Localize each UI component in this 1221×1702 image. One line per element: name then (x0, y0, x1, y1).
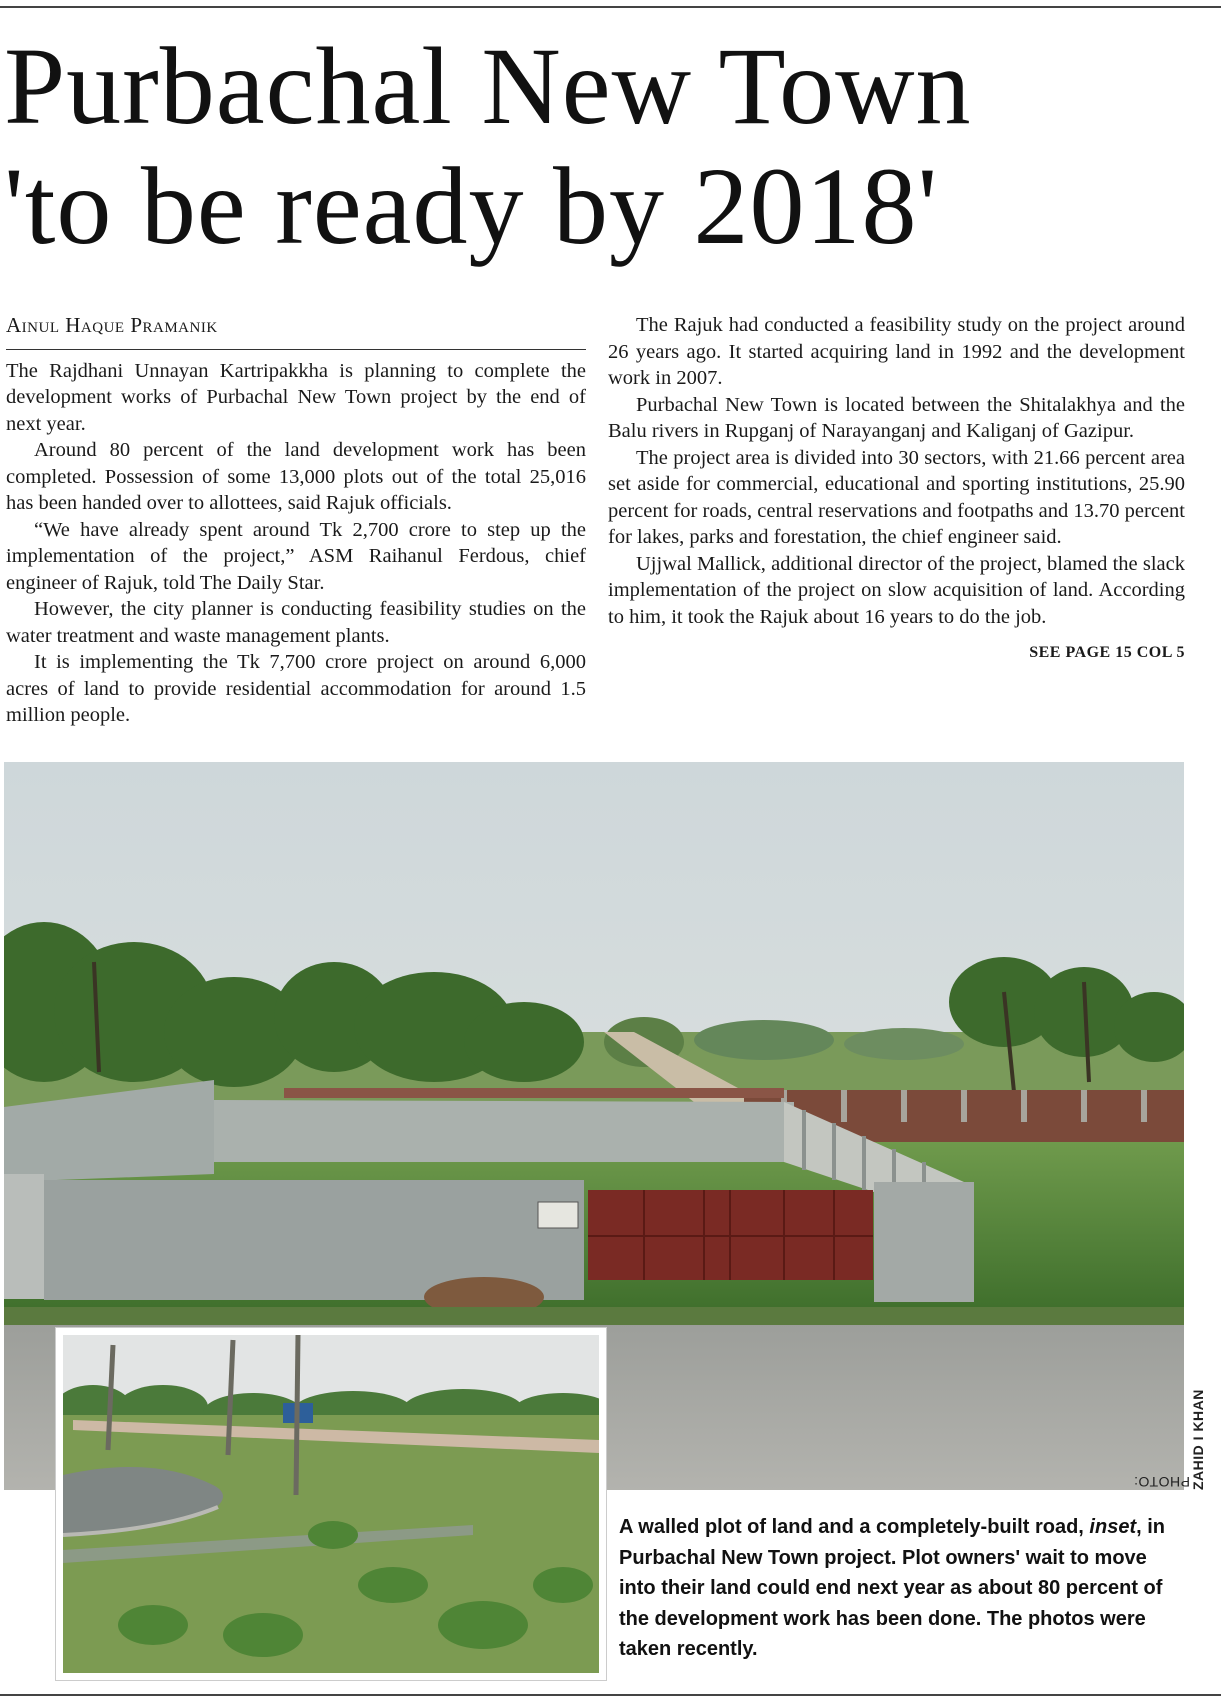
paragraph: “We have already spent around Tk 2,700 crore to step up the implementation of the project,” ASM Raihanul Ferdous, chief engineer of Rajuk, told The Daily Star. (6, 518, 586, 594)
headline (4, 26, 1214, 266)
caption-italic-word: inset (1089, 1516, 1137, 1538)
headline-line-1: Purbachal New Town (4, 25, 972, 147)
back-wall-top (284, 1088, 784, 1098)
wall-pillar-right (874, 1182, 974, 1302)
paragraph: Around 80 percent of the land development work has been completed. Possession of some 13,000 plots out of the total 25,016 has been handed over to allottees, said Rajuk officials. (6, 439, 586, 514)
wall-sign-plate (538, 1202, 578, 1228)
paragraph: The project area is divided into 30 sectors, with 21.66 percent area set aside for commercial, educational and sporting institutions, 25.90 percent for roads, central reservations and footpaths and 13.70 percent for lakes, parks and forestation, the chief engineer said. (608, 446, 1185, 548)
caption-text-end: , in Purbachal New Town project. Plot owners' wait to move into their land could end next year as about 80 percent of the development work has been done. The photos were taken recently. (619, 1516, 1165, 1660)
paragraph: The Rajdhani Unnayan Kartripakkha is planning to complete the development works of Purbachal New Town project by the end of next year. (6, 359, 586, 435)
paragraph: Ujjwal Mallick, additional director of the project, blamed the slack implementation of the project on slow acquisition of land. According to him, it took the Rajuk about 16 years to do the job. (608, 552, 1185, 628)
photo-credit-prefix: PHOTO: (1133, 1474, 1190, 1490)
paragraph: It is implementing the Tk 7,700 crore project on around 6,000 acres of land to provide residential accommodation for around 1.5 million people. (6, 651, 586, 726)
continued-jump-line: SEE PAGE 15 COL 5 (1029, 644, 1185, 661)
paragraph: Purbachal New Town is located between the Shitalakhya and the Balu rivers in Rupganj of Narayanganj and Kaliganj of Gazipur. (608, 393, 1185, 442)
inset-photo-illustration (63, 1335, 599, 1673)
paragraph: However, the city planner is conducting feasibility studies on the water treatment and waste management plants. (6, 598, 586, 647)
photo-caption (619, 1512, 1179, 1665)
wall-pillar-left (4, 1174, 44, 1299)
article-column-left (6, 312, 586, 729)
byline: Ainul Haque Pramanik (6, 312, 586, 350)
top-rule (0, 6, 1221, 8)
inset-photo (56, 1328, 606, 1680)
road-verge (4, 1307, 1184, 1325)
wall-back (214, 1100, 794, 1162)
headline-line-2: 'to be ready by 2018' (4, 145, 939, 267)
caption-text-start: A walled plot of land and a completely-built road, (619, 1516, 1090, 1538)
paragraph: The Rajuk had conducted a feasibility study on the project around 26 years ago. It started acquiring land in 1992 and the development work in 2007. (608, 314, 1185, 389)
photo-credit-name: ZAHID I KHAN (1190, 1389, 1206, 1490)
bottom-rule (0, 1694, 1221, 1696)
article-column-right (608, 312, 1185, 667)
